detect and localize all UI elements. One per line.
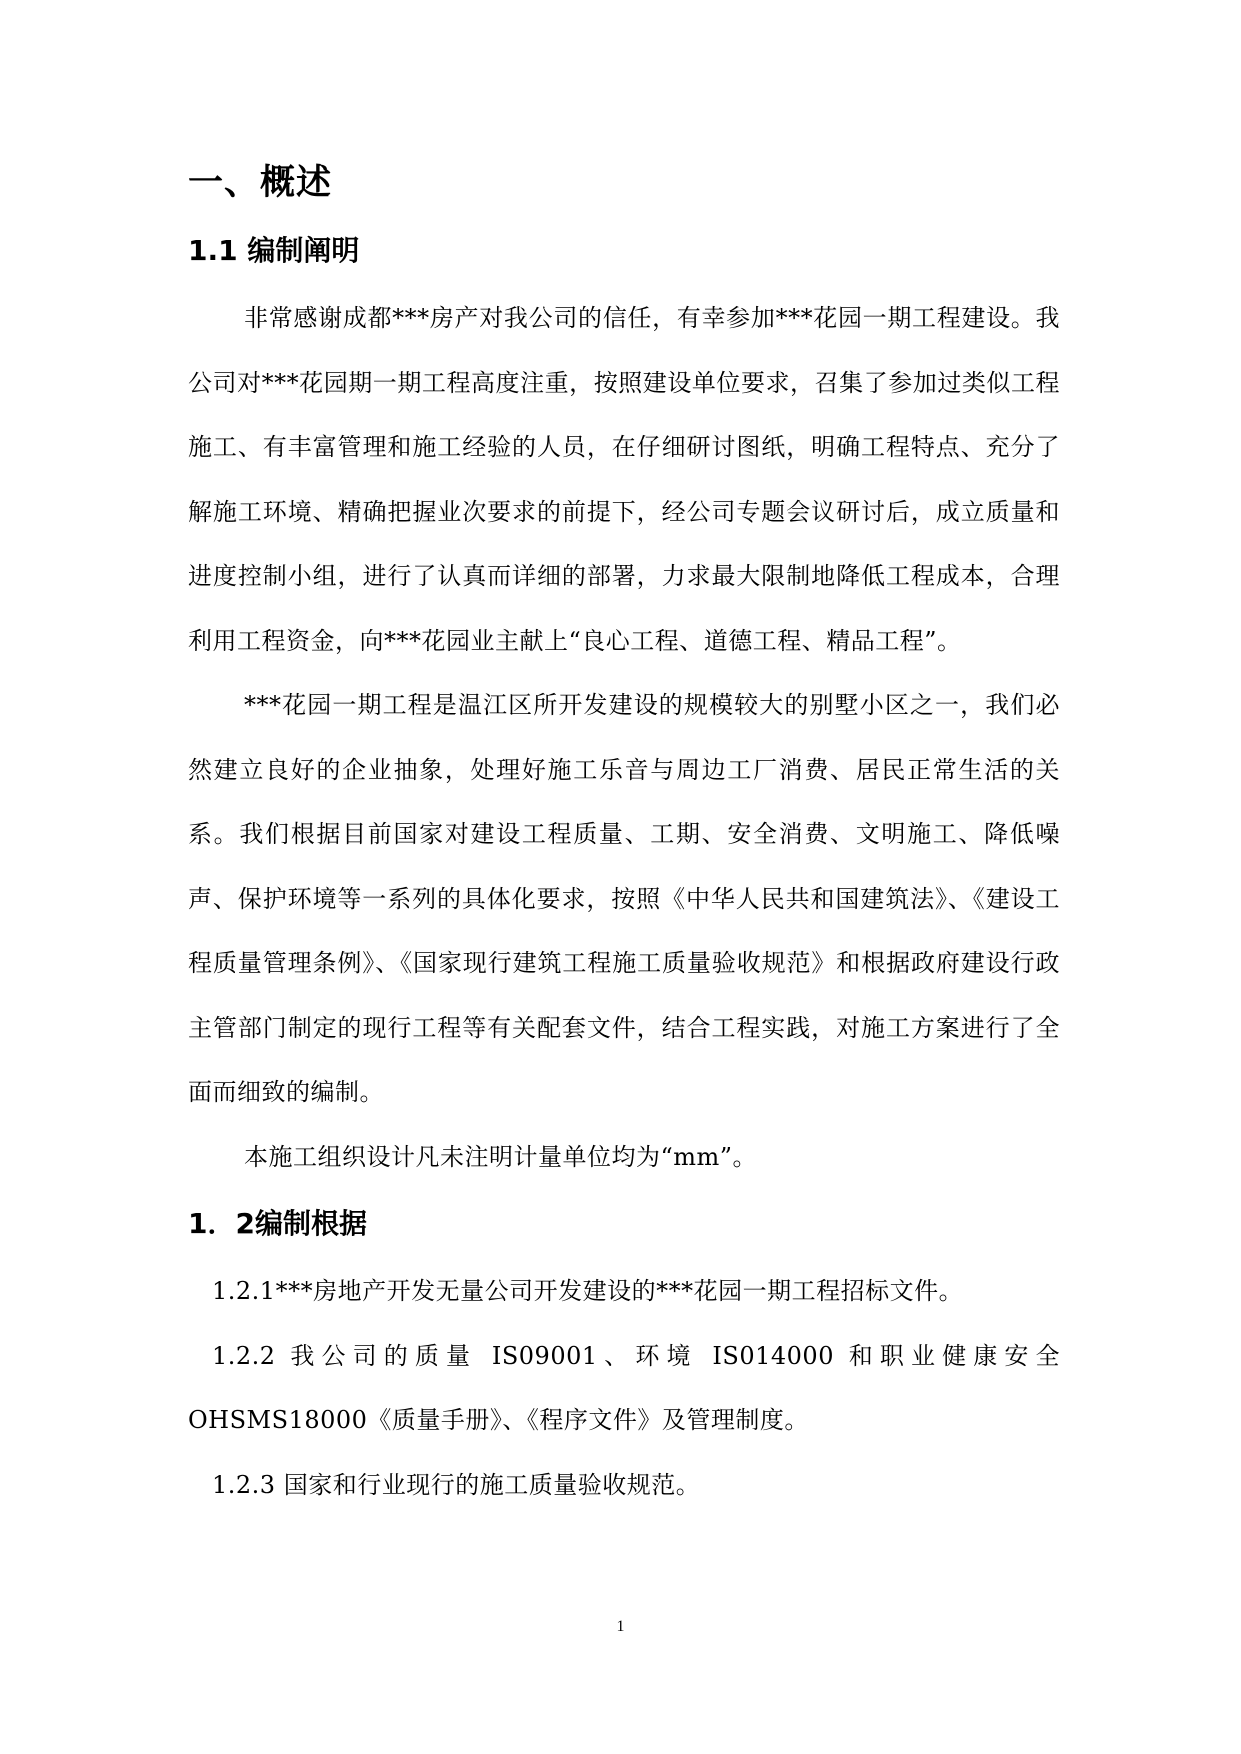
list-item-1-2-3: 1.2.3 国家和行业现行的施工质量验收规范。: [212, 1470, 701, 1499]
list-item-1-2-1: 1.2.1***房地产开发无量公司开发建设的***花园一期工程招标文件。: [212, 1277, 964, 1305]
paragraph-project: ***花园一期工程是温江区所开发建设的规模较大的别墅小区之一，我们必然建立良好的企业抽象，处理好施工乐音与周边工厂消费、居民正常生活的关系。我们根据目前国家对建设工程质量、工期、安全消费、文明施工、降低噪声、保护环境等一系列的具体化要求，按照《中华人民共和国建筑法》、《建设工程质量管理条例》、《国家现行建筑工程施工质量验收规范》和根据政府建设行政主管部门制定的现行工程等有关配套文件，结合工程实践，对施工方案进行了全面而细致的编制。: [188, 691, 1060, 1106]
page-number: 1: [616, 1618, 625, 1635]
paragraph-units: 本施工组织设计凡未注明计量单位均为“mm”。: [244, 1142, 758, 1171]
list-item-1-2-2: 1.2.2 我公司的质量 IS09001、环境 IS014000 和职业健康安全 OHSMS18000《质量手册》、《程序文件》及管理制度。: [188, 1341, 1060, 1434]
chapter-title: 一、概述: [188, 163, 333, 203]
section-heading-1-1: 1.1 编制阐明: [188, 234, 360, 267]
section-heading-1-2: 1．2编制根据: [188, 1207, 367, 1240]
paragraph-intro: 非常感谢成都***房产对我公司的信任，有幸参加***花园一期工程建设。我公司对***花园期一期工程高度注重，按照建设单位要求，召集了参加过类似工程施工、有丰富管理和施工经验的人员，在仔细研讨图纸，明确工程特点、充分了解施工环境、精确把握业次要求的前提下，经公司专题会议研讨后，成立质量和进度控制小组，进行了认真而详细的部署，力求最大限制地降低工程成本，合理利用工程资金，向***花园业主献上“良心工程、道德工程、精品工程”。: [188, 304, 1060, 655]
page-content: [188, 148, 1060, 1517]
